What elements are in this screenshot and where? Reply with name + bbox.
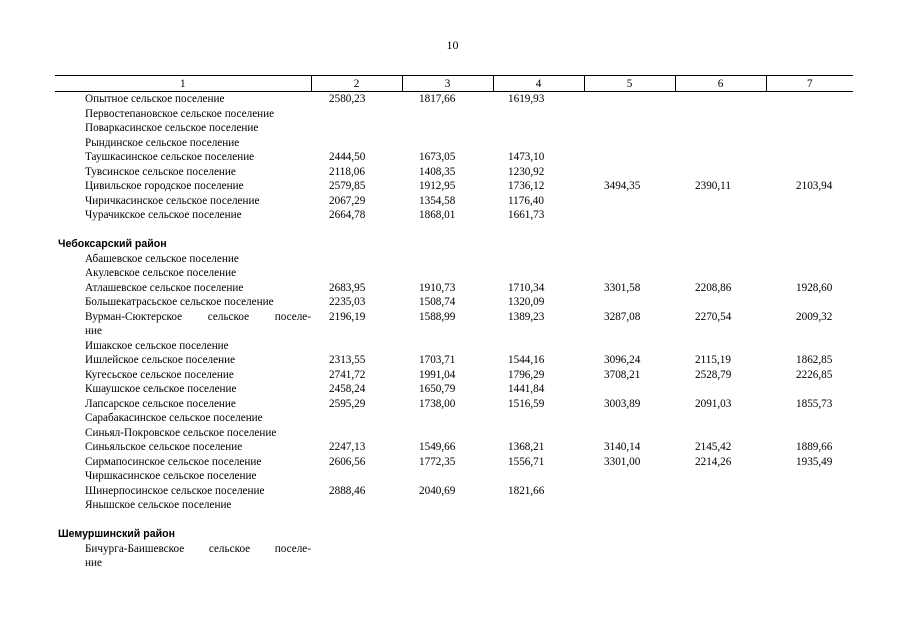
settlement-name: Таушкасинское сельское поселение xyxy=(85,151,255,163)
table-row xyxy=(55,295,853,310)
value-cell-col-3: 1910,73 xyxy=(419,281,456,294)
tariff-table-container xyxy=(55,75,853,571)
value-cell-col-7 xyxy=(766,411,853,426)
value-cell-col-7 xyxy=(766,426,853,441)
value-cell-col-2: 2580,23 xyxy=(329,93,366,105)
value-cell-col-6 xyxy=(675,411,766,426)
table-row xyxy=(55,542,853,557)
value-cell-col-6 xyxy=(675,252,766,267)
spacer-cell xyxy=(55,223,853,238)
value-cell-col-4: 1473,10 xyxy=(508,151,545,163)
column-header: 6 xyxy=(675,76,766,92)
table-row xyxy=(55,281,853,296)
column-header: 7 xyxy=(766,76,853,92)
value-cell-col-3: 1354,58 xyxy=(419,194,456,207)
value-cell-col-6: 2214,26 xyxy=(695,455,732,468)
value-cell-col-6 xyxy=(675,295,766,310)
table-row xyxy=(55,484,853,499)
value-cell-col-6 xyxy=(675,382,766,397)
value-cell-col-5 xyxy=(584,208,675,223)
settlement-name: Абашевское сельское поселение xyxy=(85,252,239,265)
value-cell-col-5 xyxy=(584,150,675,165)
value-cell-col-2 xyxy=(311,339,402,354)
settlement-name: Первостепановское сельское поселение xyxy=(85,107,275,120)
value-cell-col-3: 1868,01 xyxy=(419,209,456,221)
settlement-name: Лапсарское сельское поселение xyxy=(85,397,236,410)
table-row xyxy=(55,92,853,107)
value-cell-col-3 xyxy=(402,542,493,557)
column-header: 2 xyxy=(311,76,402,92)
settlement-name: Рындинское сельское поселение xyxy=(85,136,240,149)
district-heading: Чебоксарский район xyxy=(58,238,167,250)
value-cell-col-4: 1556,71 xyxy=(508,455,545,468)
spacer-row xyxy=(55,223,853,238)
value-cell-col-2: 2444,50 xyxy=(329,151,366,163)
value-cell-col-6 xyxy=(675,484,766,499)
value-cell-col-7 xyxy=(766,208,853,223)
value-cell-col-5 xyxy=(584,121,675,136)
value-cell-col-3: 1912,95 xyxy=(419,180,456,192)
value-cell-col-7 xyxy=(766,498,853,513)
value-cell-col-2: 2595,29 xyxy=(329,397,366,410)
value-cell-col-2: 2118,06 xyxy=(329,165,365,178)
value-cell-col-7: 1862,85 xyxy=(796,354,833,366)
settlement-name: Чиршкасинское сельское поселение xyxy=(85,470,257,482)
value-cell-col-5 xyxy=(584,426,675,441)
district-heading-row xyxy=(55,237,853,252)
value-cell-col-6: 2091,03 xyxy=(695,397,732,410)
settlement-name: Цивильское городское поселение xyxy=(85,180,244,192)
value-cell-col-3 xyxy=(402,266,493,281)
value-cell-col-2: 2247,13 xyxy=(329,441,366,453)
value-cell-col-7 xyxy=(766,542,853,557)
value-cell-col-4: 1796,29 xyxy=(508,368,545,381)
value-cell-col-2: 2196,19 xyxy=(329,310,366,323)
table-row xyxy=(55,165,853,180)
value-cell-col-7 xyxy=(766,165,853,180)
value-cell-col-6 xyxy=(675,266,766,281)
value-cell-col-3 xyxy=(402,339,493,354)
value-cell-col-4: 1389,23 xyxy=(508,310,545,323)
spacer-cell xyxy=(55,513,853,528)
value-cell-col-5: 3096,24 xyxy=(604,354,641,366)
value-cell-col-4: 1368,21 xyxy=(508,441,545,453)
settlement-name: Чурачикское сельское поселение xyxy=(85,209,242,221)
value-cell-col-4 xyxy=(493,556,584,571)
district-heading-row xyxy=(55,527,853,542)
value-cell-col-3: 1508,74 xyxy=(419,296,456,308)
value-cell-col-7 xyxy=(766,121,853,136)
settlement-name: ние xyxy=(85,557,102,569)
value-cell-col-2 xyxy=(311,107,402,122)
value-cell-col-6 xyxy=(675,542,766,557)
value-cell-col-5 xyxy=(584,498,675,513)
table-row xyxy=(55,382,853,397)
value-cell-col-7: 1928,60 xyxy=(796,281,833,294)
value-cell-col-3: 1738,00 xyxy=(419,397,456,410)
value-cell-col-2 xyxy=(311,426,402,441)
table-row xyxy=(55,252,853,267)
settlement-name: Опытное сельское поселение xyxy=(85,93,225,105)
settlement-name: Поваркасинское сельское поселение xyxy=(85,122,259,134)
value-cell-col-7: 2103,94 xyxy=(796,180,833,192)
value-cell-col-4 xyxy=(493,324,584,339)
value-cell-col-4 xyxy=(493,411,584,426)
table-row xyxy=(55,397,853,412)
value-cell-col-6: 2208,86 xyxy=(695,281,732,294)
value-cell-col-2: 2741,72 xyxy=(329,368,366,381)
table-row xyxy=(55,556,853,571)
value-cell-col-6 xyxy=(675,324,766,339)
settlement-name: Вурман-Сюктерское сельское поселе- xyxy=(85,310,311,323)
tariff-table xyxy=(55,75,853,571)
value-cell-col-4 xyxy=(493,469,584,484)
value-cell-col-4: 1320,09 xyxy=(508,296,545,308)
value-cell-col-6 xyxy=(675,165,766,180)
value-cell-col-6 xyxy=(675,150,766,165)
value-cell-col-4: 1661,73 xyxy=(508,209,545,221)
table-row xyxy=(55,368,853,383)
table-row xyxy=(55,455,853,470)
value-cell-col-4 xyxy=(493,498,584,513)
value-cell-col-7 xyxy=(766,194,853,209)
value-cell-col-4: 1441,84 xyxy=(508,383,545,395)
value-cell-col-7 xyxy=(766,150,853,165)
value-cell-col-2: 2683,95 xyxy=(329,281,366,294)
value-cell-col-3 xyxy=(402,469,493,484)
value-cell-col-6 xyxy=(675,194,766,209)
value-cell-col-2: 2235,03 xyxy=(329,296,366,308)
settlement-name: Атлашевское сельское поселение xyxy=(85,281,244,294)
value-cell-col-5 xyxy=(584,382,675,397)
value-cell-col-7 xyxy=(766,556,853,571)
value-cell-col-7 xyxy=(766,324,853,339)
settlement-name: Кугесьское сельское поселение xyxy=(85,368,234,381)
value-cell-col-2: 2313,55 xyxy=(329,354,366,366)
district-heading: Шемуршинский район xyxy=(58,528,175,540)
settlement-name: Сирмапосинское сельское поселение xyxy=(85,455,262,468)
table-row xyxy=(55,121,853,136)
value-cell-col-6: 2145,42 xyxy=(695,441,732,453)
table-row xyxy=(55,194,853,209)
settlement-name: Сарабакасинское сельское поселение xyxy=(85,412,263,424)
value-cell-col-6: 2270,54 xyxy=(695,310,732,323)
value-cell-col-4 xyxy=(493,339,584,354)
value-cell-col-2 xyxy=(311,498,402,513)
table-header-row xyxy=(55,76,853,92)
value-cell-col-7: 1889,66 xyxy=(796,441,833,453)
value-cell-col-2 xyxy=(311,252,402,267)
value-cell-col-5 xyxy=(584,469,675,484)
value-cell-col-6 xyxy=(675,121,766,136)
table-row xyxy=(55,310,853,325)
value-cell-col-4: 1516,59 xyxy=(508,397,545,410)
value-cell-col-2: 2664,78 xyxy=(329,209,366,221)
value-cell-col-3: 1817,66 xyxy=(419,93,456,105)
value-cell-col-3 xyxy=(402,107,493,122)
table-row xyxy=(55,136,853,151)
value-cell-col-7 xyxy=(766,295,853,310)
settlement-name: Большекатрасьское сельское поселение xyxy=(85,296,274,308)
value-cell-col-6 xyxy=(675,92,766,107)
table-row xyxy=(55,440,853,455)
value-cell-col-5 xyxy=(584,165,675,180)
column-header: 3 xyxy=(402,76,493,92)
value-cell-col-5 xyxy=(584,324,675,339)
settlement-name: Ишлейское сельское поселение xyxy=(85,354,236,366)
value-cell-col-3: 1588,99 xyxy=(419,310,456,323)
value-cell-col-4: 1710,34 xyxy=(508,281,545,294)
value-cell-col-2 xyxy=(311,556,402,571)
value-cell-col-4 xyxy=(493,107,584,122)
value-cell-col-7 xyxy=(766,92,853,107)
table-row xyxy=(55,107,853,122)
value-cell-col-5: 3301,00 xyxy=(604,455,641,468)
value-cell-col-7 xyxy=(766,252,853,267)
value-cell-col-5 xyxy=(584,411,675,426)
value-cell-col-7: 1855,73 xyxy=(796,397,833,410)
value-cell-col-2: 2067,29 xyxy=(329,194,366,207)
value-cell-col-3: 1673,05 xyxy=(419,151,456,163)
value-cell-col-3 xyxy=(402,121,493,136)
table-row xyxy=(55,498,853,513)
value-cell-col-6: 2390,11 xyxy=(695,180,731,192)
value-cell-col-5: 3708,21 xyxy=(604,368,641,381)
value-cell-col-4 xyxy=(493,426,584,441)
value-cell-col-4: 1736,12 xyxy=(508,180,545,192)
value-cell-col-2 xyxy=(311,542,402,557)
value-cell-col-5 xyxy=(584,484,675,499)
value-cell-col-5 xyxy=(584,339,675,354)
settlement-name: Ишакское сельское поселение xyxy=(85,339,229,352)
value-cell-col-2 xyxy=(311,469,402,484)
value-cell-col-4: 1619,93 xyxy=(508,93,545,105)
value-cell-col-6: 2528,79 xyxy=(695,368,732,381)
table-row xyxy=(55,150,853,165)
value-cell-col-5: 3301,58 xyxy=(604,281,641,294)
table-row xyxy=(55,179,853,194)
settlement-name: Шинерпосинское сельское поселение xyxy=(85,484,265,497)
value-cell-col-2: 2579,85 xyxy=(329,180,366,192)
spacer-row xyxy=(55,513,853,528)
value-cell-col-5 xyxy=(584,107,675,122)
value-cell-col-6 xyxy=(675,556,766,571)
value-cell-col-6 xyxy=(675,339,766,354)
settlement-name: Кшаушское сельское поселение xyxy=(85,383,237,395)
settlement-name: Тувсинское сельское поселение xyxy=(85,165,236,178)
settlement-name: Акулевское сельское поселение xyxy=(85,267,237,279)
value-cell-col-2 xyxy=(311,266,402,281)
value-cell-col-7 xyxy=(766,266,853,281)
value-cell-col-6: 2115,19 xyxy=(695,354,731,366)
value-cell-col-5: 3140,14 xyxy=(604,441,641,453)
value-cell-col-6 xyxy=(675,426,766,441)
value-cell-col-4 xyxy=(493,121,584,136)
value-cell-col-3: 1991,04 xyxy=(419,368,456,381)
value-cell-col-2 xyxy=(311,136,402,151)
value-cell-col-5 xyxy=(584,266,675,281)
value-cell-col-3 xyxy=(402,556,493,571)
value-cell-col-3: 1650,79 xyxy=(419,383,456,395)
table-row xyxy=(55,469,853,484)
value-cell-col-5 xyxy=(584,295,675,310)
value-cell-col-5 xyxy=(584,92,675,107)
value-cell-col-3 xyxy=(402,324,493,339)
value-cell-col-6 xyxy=(675,469,766,484)
settlement-name: Синьял-Покровское сельское поселение xyxy=(85,426,277,439)
value-cell-col-2 xyxy=(311,324,402,339)
value-cell-col-4 xyxy=(493,252,584,267)
value-cell-col-4: 1230,92 xyxy=(508,165,545,178)
table-row xyxy=(55,411,853,426)
value-cell-col-4 xyxy=(493,136,584,151)
page-number: 10 xyxy=(446,38,459,52)
value-cell-col-6 xyxy=(675,498,766,513)
column-header: 4 xyxy=(493,76,584,92)
settlement-name: Синьяльское сельское поселение xyxy=(85,441,243,453)
settlement-name: Чиричкасинское сельское поселение xyxy=(85,194,260,207)
value-cell-col-3: 1549,66 xyxy=(419,441,456,453)
table-row xyxy=(55,339,853,354)
value-cell-col-5: 3003,89 xyxy=(604,397,641,410)
value-cell-col-3: 1772,35 xyxy=(419,455,456,468)
value-cell-col-2 xyxy=(311,411,402,426)
value-cell-col-2: 2458,24 xyxy=(329,383,366,395)
table-body xyxy=(55,92,853,571)
value-cell-col-6 xyxy=(675,136,766,151)
value-cell-col-3 xyxy=(402,411,493,426)
value-cell-col-6 xyxy=(675,107,766,122)
value-cell-col-5 xyxy=(584,194,675,209)
value-cell-col-7 xyxy=(766,339,853,354)
table-row xyxy=(55,353,853,368)
value-cell-col-3 xyxy=(402,252,493,267)
table-row xyxy=(55,426,853,441)
value-cell-col-5 xyxy=(584,252,675,267)
value-cell-col-7 xyxy=(766,484,853,499)
value-cell-col-2 xyxy=(311,121,402,136)
value-cell-col-5: 3287,08 xyxy=(604,310,641,323)
value-cell-col-7: 1935,49 xyxy=(796,455,833,468)
value-cell-col-2: 2606,56 xyxy=(329,455,366,468)
column-header: 1 xyxy=(55,76,311,92)
settlement-name: Бичурга-Баишевское сельское поселе- xyxy=(85,542,311,555)
value-cell-col-5 xyxy=(584,136,675,151)
value-cell-col-7: 2009,32 xyxy=(796,310,833,323)
table-row xyxy=(55,324,853,339)
value-cell-col-4: 1544,16 xyxy=(508,354,545,366)
value-cell-col-5: 3494,35 xyxy=(604,180,641,192)
value-cell-col-5 xyxy=(584,542,675,557)
value-cell-col-4: 1821,66 xyxy=(508,484,545,497)
value-cell-col-7 xyxy=(766,469,853,484)
value-cell-col-7 xyxy=(766,136,853,151)
value-cell-col-3 xyxy=(402,498,493,513)
value-cell-col-3: 2040,69 xyxy=(419,484,456,497)
column-header: 5 xyxy=(584,76,675,92)
value-cell-col-7 xyxy=(766,107,853,122)
value-cell-col-3 xyxy=(402,426,493,441)
value-cell-col-6 xyxy=(675,208,766,223)
value-cell-col-4 xyxy=(493,542,584,557)
table-row xyxy=(55,208,853,223)
value-cell-col-3: 1703,71 xyxy=(419,354,456,366)
value-cell-col-4: 1176,40 xyxy=(508,194,544,207)
value-cell-col-7 xyxy=(766,382,853,397)
settlement-name: Янышское сельское поселение xyxy=(85,499,232,511)
table-row xyxy=(55,266,853,281)
value-cell-col-3 xyxy=(402,136,493,151)
value-cell-col-4 xyxy=(493,266,584,281)
settlement-name: ние xyxy=(85,325,102,337)
value-cell-col-2: 2888,46 xyxy=(329,484,366,497)
value-cell-col-7: 2226,85 xyxy=(796,368,833,381)
value-cell-col-3: 1408,35 xyxy=(419,165,456,178)
value-cell-col-5 xyxy=(584,556,675,571)
